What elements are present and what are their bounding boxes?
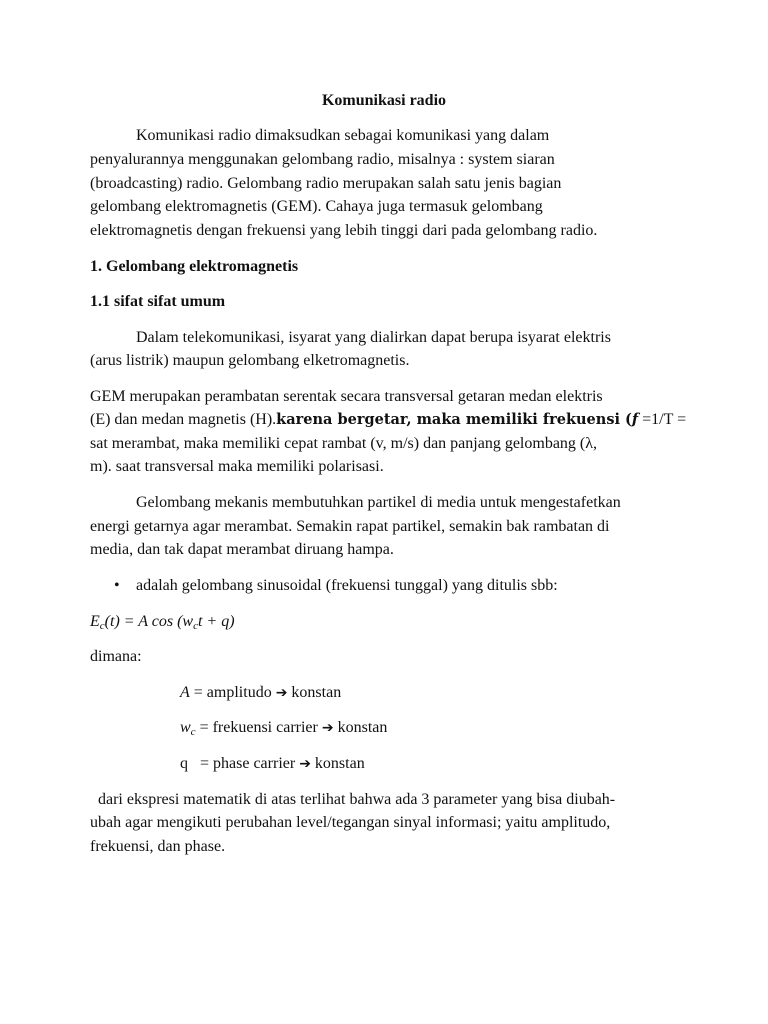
subsection-heading: 1.1 sifat sifat umum [90,293,226,310]
bold-text: karena bergetar, maka memiliki frekuensi ( [276,411,632,428]
intro-line: gelombang elektromagnetis (GEM). Cahaya juga termasuk gelombang [90,198,543,215]
dimana-label: dimana: [90,648,142,665]
plain-text: (E) dan medan magnetis (H). [90,411,277,428]
paragraph-line: Gelombang mekanis membutuhkan partikel di media untuk mengestafetkan [136,494,621,511]
section-heading: 1. Gelombang elektromagnetis [90,258,299,275]
intro-line: Komunikasi radio dimaksudkan sebagai komunikasi yang dalam [136,127,550,144]
paragraph-line [90,410,686,430]
definition-line [180,754,365,774]
paragraph-line: GEM merupakan perambatan serentak secara transversal getaran medan elektris [90,388,603,405]
formula-text: (t) = A cos (w [104,613,194,630]
closing-line: dari ekspresi matematik di atas terlihat bahwa ada 3 parameter yang bisa diubah- [90,791,616,808]
arrow-right-icon: ➔ [275,685,288,701]
definition-text: = frekuensi carrier [195,719,322,736]
formula-subscript: c [99,620,105,632]
paragraph-line: sat merambat, maka memiliki cepat rambat (v, m/s) dan panjang gelombang (λ, [90,435,597,452]
definition-result: konstan [287,684,342,701]
intro-line: (broadcasting) radio. Gelombang radio merupakan salah satu jenis bagian [90,175,562,192]
intro-line: penyalurannya menggunakan gelombang radio, misalnya : system siaran [90,151,555,168]
definition-subscript: c [190,726,196,738]
formula-text: t + q) [197,613,235,630]
definition-text: = phase carrier [188,755,300,772]
formula [90,612,235,636]
definition-line [180,718,387,742]
arrow-right-icon: ➔ [321,720,334,736]
definition-text: = amplitudo [189,684,276,701]
definition-line [180,683,341,703]
frequency-symbol: f [631,411,639,428]
definition-symbol: A [180,684,190,701]
paragraph-line: (arus listrik) maupun gelombang elketromagnetis. [90,352,410,369]
page-title: Komunikasi radio [321,92,447,109]
paragraph-line: m). saat transversal maka memiliki polarisasi. [90,458,384,475]
plain-text: =1/T = [638,411,687,428]
paragraph-line: media, dan tak dapat merambat diruang hampa. [90,541,394,558]
bullet-text: adalah gelombang sinusoidal (frekuensi tunggal) yang ditulis sbb: [136,577,558,594]
intro-line: elektromagnetis dengan frekuensi yang lebih tinggi dari pada gelombang radio. [90,222,598,239]
closing-line: ubah agar mengikuti perubahan level/tegangan sinyal informasi; yaitu amplitudo, [90,814,611,831]
formula-symbol: E [90,613,100,630]
arrow-right-icon: ➔ [299,756,311,772]
closing-line: frekuensi, dan phase. [90,838,226,855]
definition-result: konstan [333,719,388,736]
paragraph-line: Dalam telekomunikasi, isyarat yang dialirkan dapat berupa isyarat elektris [136,329,611,346]
definition-symbol: q [180,755,188,772]
definition-symbol: w [180,719,191,736]
bullet-icon: • [114,577,120,594]
formula-subscript: c [193,620,198,632]
definition-result: konstan [310,755,365,772]
paragraph-line: energi getarnya agar merambat. Semakin rapat partikel, semakin bak rambatan di [90,518,610,535]
